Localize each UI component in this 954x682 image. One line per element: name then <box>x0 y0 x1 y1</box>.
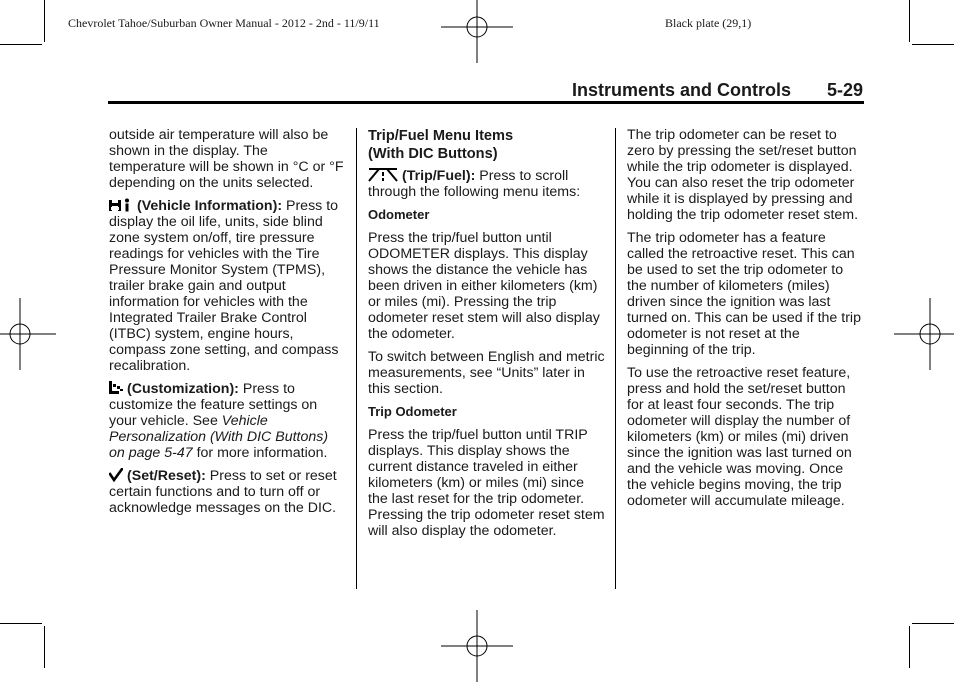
trip-fuel-term: (Trip/Fuel): <box>402 168 476 184</box>
trip-fuel-icon <box>368 168 398 182</box>
vehicle-info-icon <box>109 198 133 212</box>
section-title: Instruments and Controls <box>572 80 792 100</box>
header-rule <box>108 101 864 104</box>
paragraph: The trip odometer can be reset to zero by pressing the set/reset button while the trip odometer is displayed. You can also reset the trip odometer while it is displayed by pressing and holding the trip odometer reset stem. <box>627 127 859 223</box>
section-heading-line-1: Trip/Fuel Menu Items <box>368 128 514 144</box>
vehicle-info-text: Press to display the oil life, units, side blind zone system on/off, tire pressure readings for vehicles with the Tire Pressure Monitor System (TPMS), trailer brake gain and output information for vehicles with the Integrated Trailer Brake Control (ITBC) system, engine hours, compass zone setting, and compass recalibration. <box>109 198 339 374</box>
page-number: 5-29 <box>827 80 864 100</box>
set-reset-entry <box>109 468 347 516</box>
column-3 <box>627 127 865 516</box>
column-divider-2 <box>615 128 616 589</box>
vehicle-info-term: (Vehicle Information): <box>137 198 283 214</box>
trip-fuel-text: Press to scroll through the following menu items: <box>368 168 581 200</box>
paragraph: Press the trip/fuel button until TRIP displays. This display shows the current distance traveled in either kilometers (km) or miles (mi) since the last reset for the trip odometer. Pressing the trip odometer reset stem will also display the odometer. <box>368 427 605 539</box>
column-1 <box>109 127 347 523</box>
column-divider-1 <box>356 128 357 589</box>
registration-mark-bottom <box>441 610 513 682</box>
customization-text-end: for more information. <box>192 445 328 461</box>
registration-mark-right <box>894 298 954 370</box>
trip-fuel-entry <box>368 168 606 200</box>
print-slug-right: Black plate (29,1) <box>665 16 752 30</box>
registration-mark-left <box>0 298 56 370</box>
customization-entry <box>109 381 347 461</box>
customization-term: (Customization): <box>127 381 239 397</box>
paragraph: To switch between English and metric measurements, see “Units” later in this section. <box>368 349 605 397</box>
checkmark-icon <box>109 468 123 482</box>
column-2 <box>368 127 606 546</box>
set-reset-term: (Set/Reset): <box>127 468 206 484</box>
customization-icon <box>109 381 123 395</box>
customization-text: Press to customize the feature settings on your vehicle. See <box>109 381 318 429</box>
paragraph: outside air temperature will also be shown in the display. The temperature will be shown in °C or °F depending on the units selected. <box>109 127 344 191</box>
cross-reference-link[interactable]: Vehicle Personalization (With DIC Buttons) on page 5-47 <box>109 413 329 461</box>
vehicle-info-entry <box>109 198 347 374</box>
trip-odometer-subheading: Trip Odometer <box>368 404 457 419</box>
section-heading-line-2: (With DIC Buttons) <box>368 146 498 162</box>
paragraph: The trip odometer has a feature called the retroactive reset. This can be used to set the trip odometer to the number of kilometers (miles) driven since the ignition was last turned on. This can be used if the trip odometer is not reset at the beginning of the trip. <box>627 230 861 358</box>
odometer-subheading: Odometer <box>368 207 430 222</box>
paragraph: To use the retroactive reset feature, press and hold the set/reset button for at least four seconds. The trip odometer will display the number of kilometers (km) or miles (mi) driven since the ignition was last turned on and the vehicle was moving. Once the vehicle begins moving, the trip odometer will accumulate mileage. <box>627 365 852 509</box>
paragraph: Press the trip/fuel button until ODOMETER displays. This display shows the distance the vehicle has been driven in either kilometers (km) or miles (mi). Pressing the trip odometer reset stem will also display the odometer. <box>368 230 600 342</box>
print-slug-left: Chevrolet Tahoe/Suburban Owner Manual - 2012 - 2nd - 11/9/11 <box>68 16 380 30</box>
section-heading <box>368 127 606 163</box>
set-reset-text: Press to set or reset certain functions and to turn off or acknowledge messages on the DIC. <box>109 468 337 516</box>
registration-mark-top <box>441 0 513 63</box>
